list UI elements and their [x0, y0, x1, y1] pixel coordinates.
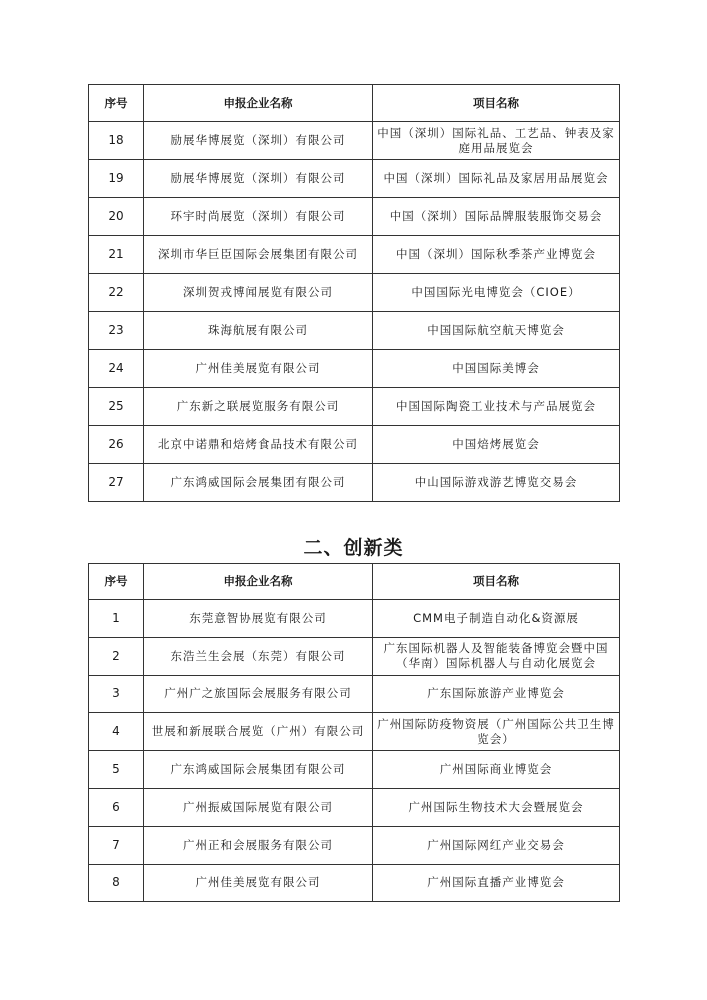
- cell-serial: 25: [89, 388, 144, 426]
- cell-serial: 2: [89, 637, 144, 675]
- cell-project: 广东国际旅游产业博览会: [373, 675, 620, 713]
- table-row: [89, 788, 620, 826]
- cell-project: 广东国际机器人及智能装备博览会暨中国（华南）国际机器人与自动化展览会: [373, 637, 620, 675]
- cell-company: 东浩兰生会展（东莞）有限公司: [144, 637, 373, 675]
- table-row: [89, 274, 620, 312]
- cell-company: 广州振威国际展览有限公司: [144, 788, 373, 826]
- table-row: [89, 864, 620, 902]
- cell-serial: 21: [89, 236, 144, 274]
- cell-project: 广州国际网红产业交易会: [373, 826, 620, 864]
- cell-project: 广州国际商业博览会: [373, 751, 620, 789]
- header-company: 申报企业名称: [144, 85, 373, 122]
- table-innovation: [88, 563, 620, 902]
- table-row: [89, 236, 620, 274]
- cell-company: 励展华博展览（深圳）有限公司: [144, 160, 373, 198]
- cell-company: 东莞意智协展览有限公司: [144, 600, 373, 638]
- table-header-row: [89, 85, 620, 122]
- cell-company: 世展和新展联合展览（广州）有限公司: [144, 713, 373, 751]
- cell-company: 广州佳美展览有限公司: [144, 350, 373, 388]
- table-row: [89, 312, 620, 350]
- table-general: [88, 84, 620, 502]
- cell-company: 广东鸿威国际会展集团有限公司: [144, 464, 373, 502]
- cell-company: 广州正和会展服务有限公司: [144, 826, 373, 864]
- table-row: [89, 426, 620, 464]
- table-row: [89, 675, 620, 713]
- table-row: [89, 600, 620, 638]
- cell-serial: 18: [89, 122, 144, 160]
- cell-serial: 3: [89, 675, 144, 713]
- table-row: [89, 350, 620, 388]
- cell-company: 广东鸿威国际会展集团有限公司: [144, 751, 373, 789]
- header-company: 申报企业名称: [144, 564, 373, 600]
- cell-company: 深圳市华巨臣国际会展集团有限公司: [144, 236, 373, 274]
- cell-company: 环宇时尚展览（深圳）有限公司: [144, 198, 373, 236]
- cell-project: 广州国际直播产业博览会: [373, 864, 620, 902]
- cell-serial: 23: [89, 312, 144, 350]
- cell-serial: 27: [89, 464, 144, 502]
- table-row: [89, 122, 620, 160]
- cell-serial: 20: [89, 198, 144, 236]
- table-row: [89, 713, 620, 751]
- cell-company: 深圳贺戎博闻展览有限公司: [144, 274, 373, 312]
- table-header-row: [89, 564, 620, 600]
- header-project: 项目名称: [373, 564, 620, 600]
- table-row: [89, 160, 620, 198]
- cell-project: CMM电子制造自动化&资源展: [373, 600, 620, 638]
- cell-project: 中国国际光电博览会（CIOE）: [373, 274, 620, 312]
- cell-serial: 26: [89, 426, 144, 464]
- cell-serial: 8: [89, 864, 144, 902]
- table-row: [89, 464, 620, 502]
- cell-serial: 24: [89, 350, 144, 388]
- table-row: [89, 198, 620, 236]
- section-title-innovation: 二、创新类: [303, 537, 404, 559]
- cell-serial: 19: [89, 160, 144, 198]
- table-row: [89, 637, 620, 675]
- header-project: 项目名称: [373, 85, 620, 122]
- cell-project: 中山国际游戏游艺博览交易会: [373, 464, 620, 502]
- table-row: [89, 826, 620, 864]
- cell-project: 中国国际美博会: [373, 350, 620, 388]
- cell-serial: 5: [89, 751, 144, 789]
- cell-project: 中国（深圳）国际礼品、工艺品、钟表及家庭用品展览会: [373, 122, 620, 160]
- header-serial: 序号: [89, 564, 144, 600]
- cell-company: 广州广之旅国际会展服务有限公司: [144, 675, 373, 713]
- cell-company: 励展华博展览（深圳）有限公司: [144, 122, 373, 160]
- cell-project: 广州国际生物技术大会暨展览会: [373, 788, 620, 826]
- cell-serial: 4: [89, 713, 144, 751]
- header-serial: 序号: [89, 85, 144, 122]
- cell-project: 中国（深圳）国际品牌服装服饰交易会: [373, 198, 620, 236]
- cell-project: 广州国际防疫物资展（广州国际公共卫生博览会）: [373, 713, 620, 751]
- cell-company: 广州佳美展览有限公司: [144, 864, 373, 902]
- cell-company: 珠海航展有限公司: [144, 312, 373, 350]
- cell-project: 中国国际陶瓷工业技术与产品展览会: [373, 388, 620, 426]
- cell-serial: 6: [89, 788, 144, 826]
- cell-serial: 1: [89, 600, 144, 638]
- table-row: [89, 751, 620, 789]
- cell-company: 北京中诺鼎和焙烤食品技术有限公司: [144, 426, 373, 464]
- cell-company: 广东新之联展览服务有限公司: [144, 388, 373, 426]
- cell-project: 中国（深圳）国际礼品及家居用品展览会: [373, 160, 620, 198]
- table-row: [89, 388, 620, 426]
- cell-serial: 7: [89, 826, 144, 864]
- cell-project: 中国（深圳）国际秋季茶产业博览会: [373, 236, 620, 274]
- cell-project: 中国焙烤展览会: [373, 426, 620, 464]
- cell-serial: 22: [89, 274, 144, 312]
- cell-project: 中国国际航空航天博览会: [373, 312, 620, 350]
